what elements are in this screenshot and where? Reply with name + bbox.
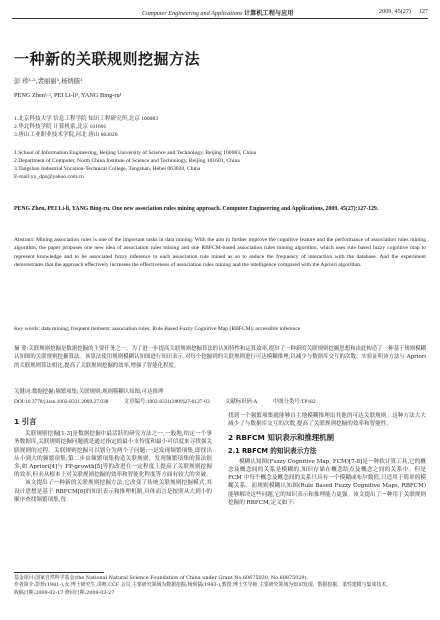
affiliation-en-2: 2.Department of Computer, North China Institute of Science and Technology, Beijing 101601, China <box>14 158 240 164</box>
header-rule <box>12 18 428 19</box>
paragraph: 找到一个频繁项集就能够自主地模糊推理出其他的可达关联规则。这种方法大大减少了与数据库交互的次数,提高了关联规则挖掘的效率和智能性。 <box>228 413 426 428</box>
section-1-heading: 1 引言 <box>14 417 37 426</box>
footnote-dates: 收稿日期:2009-02-17 修回日期:2009-03-27 <box>14 589 115 596</box>
doi: DOI:10.3778/j.issn.1002-8331.2009.27.038 <box>14 399 109 405</box>
paragraph: 模糊认知图(Fuzzy Cognitive Map, FCM)[7-8]是一种软计算工具,它的概念及概念间的关系是模糊的,知识存储在概念结点及概念之间的关系中。但是 FCM 中每个概念及概念间的关系只具有一个模糊或布尔数值,只适用于简单的模糊关系。而规则模糊认知图(Rule Based Fuzzy Cognitive Maps, RBFCM)能够解决这些问题,它的知识表示和推理能力更强。该文提出了一种用于关联规则挖掘的 RBFCM,定义如下: <box>228 458 426 506</box>
clc-number: 中图分类号:TP182 <box>272 399 316 405</box>
footnotes <box>14 575 426 597</box>
footnote-authors: 作者简介:彭珍(1981-),女,博士研究生,讲师,CCF 会员,主要研究领域为数据挖掘;杨炳儒(1943-),教授,博士生导师,主要研究领域为知识发现、数据挖掘、柔性建模与集成技术。 <box>14 582 391 589</box>
authors-en: PENG Zhen¹·², PEI Li-li³, YANG Bing-ru¹ <box>14 92 122 99</box>
footnote-funding: 基金项目:国家自然科学基金(the National Natural Science Foundation of China under Grant No.60675030, No.60875029)。 <box>14 575 312 581</box>
subsection-2-1-heading: 2.1 RBFCM 的知识表示方法 <box>228 446 317 455</box>
abstract-cn: 摘 要:关联规则挖掘是数据挖掘的主要任务之一。为了进一步提高关联规则挖掘算法的认知特性和运算效率,提出了一种新的关联规则挖掘思想和由此构造了一种基于规则模糊认知图的关联规则挖掘算法。该算法使用规则模糊认知图进行知识表示,对每个挖掘到的关联规则进行可达模糊推理,以减少与数据库交互的次数。实验证明该方法与 Apriori 的关联规则算法相比,提高了关联规则挖掘的效率,增强了智能化程度。 <box>14 346 426 369</box>
affiliation-en-1: 1.School of Information Engineering, Beijing University of Science and Technology, Beijing 100083, China <box>14 150 257 156</box>
paragraph: 关联规则挖掘[1-3]是数据挖掘中最活跃的研究方法之一,一般地,给定一个事务数据库,关联规则挖掘问题就是通过指定的最小支持度和最小可信度来寻找强关联规则的过程。关联规则挖掘可以划分为两个子问题:一是发现频繁项集,即找出从小到大的频繁项集;第二步由频繁项集构造关联规则。发现频繁项集的算法很多,如 Apriori[4]与 FP-growth[5]等的改进在一定程度上提高了关联规则挖掘的效率,但未从根本上对关联规则挖掘的效率和智能化程度等方面有较大的突破。 <box>14 431 212 479</box>
affiliation-cn-2: 2.华北科技学院 计算机系,北京 101601 <box>14 124 107 130</box>
footnote-rule <box>14 572 104 573</box>
citation-line: PENG Zhen, PEI Li-li, YANG Bing-ru. One new association rules mining approach. Computer Engineering and Applications, 2009, 45(27):127-129. <box>14 206 379 212</box>
journal-name: Computer Engineering and Applications 计算机工程与应用 <box>142 10 294 17</box>
issue-and-page: 2009, 45(27) 127 <box>379 8 428 15</box>
keywords-en: Key words: data mining; frequent itemsets; association rules; Rule Based Fuzzy Cognitive Map (RBFCM); accessible inference <box>14 326 301 332</box>
document-code: 文献标识码:A <box>225 399 258 405</box>
affiliation-en-3: 3.Tangshan Industrial Vocation-Technical College, Tangshan, Hebei 063020, China <box>14 166 201 172</box>
doi-line <box>14 397 426 405</box>
paragraph: 该文提出了一种新的关联规则挖掘方法,它改变了传统关联规则挖掘模式,其设计思想是基于 RBFCM[6]的知识表示和推理机制,具体而言是按照从大到小的顺序查找频繁项集,每 <box>14 480 212 503</box>
affiliation-cn-1: 1.北京科技大学 信息工程学院 知识工程研究所,北京 100083 <box>14 116 159 122</box>
article-number: 文章编号:1002-8331(2009)27-0127-03 <box>123 399 210 405</box>
authors-cn: 彭 珍¹·²,裴丽丽³,杨炳儒¹ <box>14 78 83 85</box>
column-left <box>14 412 212 504</box>
author-email: E-mail:yx_dpz@yahoo.com.cn <box>14 174 84 180</box>
paper-title: 一种新的关联规则挖掘方法 <box>14 50 201 68</box>
section-2-heading: 2 RBFCM 知识表示和推理机制 <box>228 433 334 443</box>
keywords-cn: 关键词:数据挖掘;频繁项集;关联规则;规则模糊认知图;可达推理 <box>14 389 164 395</box>
abstract-en: Abstract: Mining association rules is one of the important tasks in data mining. With the aim to further improve the cognitive feature and the performance of association rules mining algorithm, the paper proposes one new idea of association rules mining and one RBFCM-based association rules mining algorithm, which uses rule based fuzzy cognitive map to represent knowledge and to be associated fuzzy inference to each association rule mined as so to reduce the frequency of interaction with the database. And the experiment demonstrates that the approach effectively increases the effectiveness of association rules mining and the intelligence compared with the Apriori algorithm. <box>14 237 426 269</box>
column-right <box>228 412 426 507</box>
affiliation-cn-3: 3.唐山工业职业技术学院,河北 唐山 063020 <box>14 132 118 138</box>
